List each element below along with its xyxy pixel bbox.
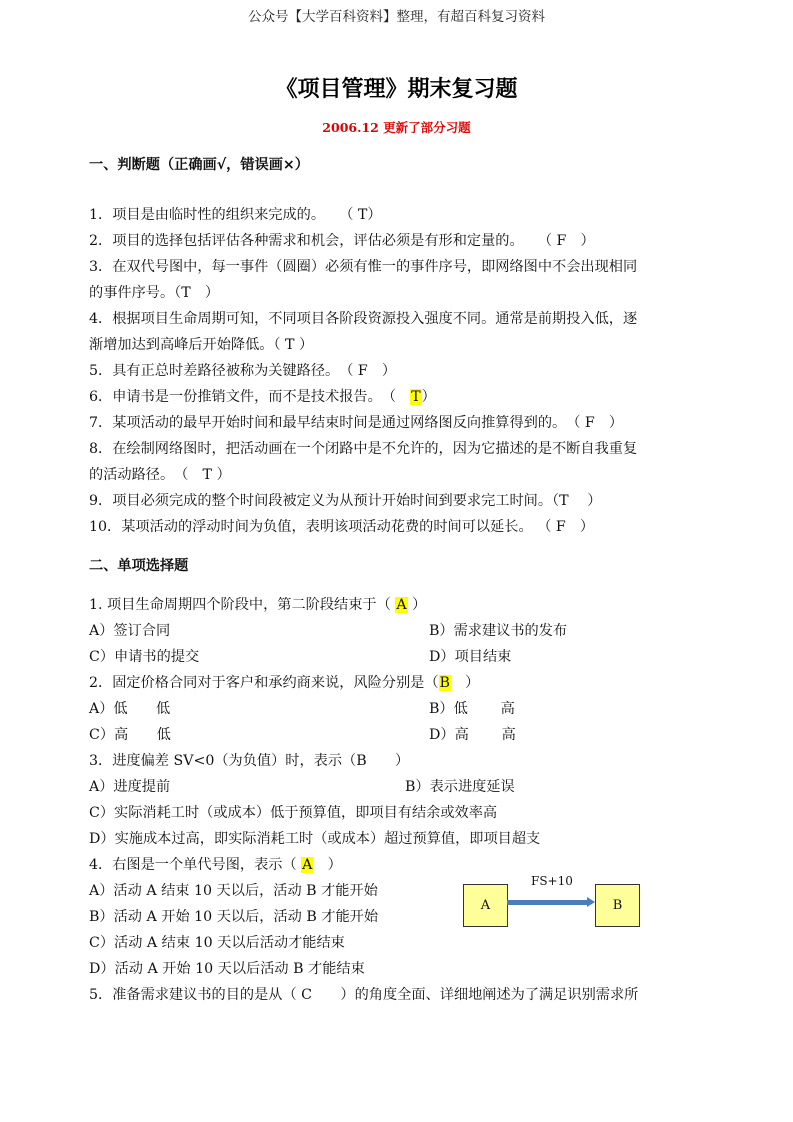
tf-question-5: 5．具有正总时差路径被称为关键路径。 （ F ） — [89, 363, 397, 379]
mc-question-1-stem: 1. 项目生命周期四个阶段中，第二阶段结束于（ — [89, 597, 396, 613]
option-b: B）活动 A 开始 10 天以后，活动 B 才能开始 — [89, 909, 379, 925]
document-title: 《项目管理》期末复习题 — [275, 77, 518, 102]
section-heading-single-choice: 二、单项选择题 — [89, 558, 189, 574]
node-a: A — [463, 884, 508, 927]
highlighted-answer: A — [396, 597, 407, 613]
option-c: C）活动 A 结束 10 天以后活动才能结束 — [89, 935, 345, 951]
option-d: D）活动 A 开始 10 天以后活动 B 才能结束 — [89, 961, 365, 977]
mc-question-1-close: ） — [407, 597, 427, 613]
section-heading-true-false: 一、判断题（正确画√，错误画×） — [89, 157, 309, 173]
document-subtitle: 2006.12 更新了部分习题 — [322, 120, 471, 135]
option-c: C）申请书的提交 — [89, 649, 200, 665]
tf-question-6-close: ） — [421, 389, 436, 405]
option-d: D）实施成本过高，即实际消耗工时（或成本）超过预算值，即项目超支 — [89, 831, 541, 847]
tf-question-8: 8．在绘制网络图时，把活动画在一个闭路中是不允许的，因为它描述的是不断自我重复 — [89, 441, 638, 457]
mc-question-2-stem: 2．固定价格合同对于客户和承约商来说，风险分别是（ — [89, 675, 439, 691]
tf-question-4: 4．根据项目生命周期可知，不同项目各阶段资源投入强度不同。通常是前期投入低，逐 — [89, 311, 638, 327]
tf-question-6 — [89, 384, 719, 410]
mc-question-4-close: ） — [313, 857, 342, 873]
option-c: C）实际消耗工时（或成本）低于预算值，即项目有结余或效率高 — [89, 805, 498, 821]
arrow-shaft-icon — [507, 900, 589, 905]
arrow-head-icon — [587, 897, 595, 907]
tf-question-2: 2．项目的选择包括评估各种需求和机会，评估必须是有形和定量的。 （ F ） — [89, 233, 595, 249]
arrow-label: FS+10 — [531, 874, 573, 888]
mc-question-1-options-row-2 — [89, 644, 719, 670]
option-b: B）表示进度延误 — [405, 779, 515, 795]
tf-question-6-text: 6．申请书是一份推销文件，而不是技术报告。 （ — [89, 389, 411, 405]
mc-question-4 — [89, 852, 719, 878]
option-a: A）进度提前 — [89, 779, 171, 795]
highlighted-answer: B — [439, 675, 450, 691]
option-d: D）项目结束 — [429, 649, 512, 665]
mc-question-2-options-row-2 — [89, 722, 719, 748]
tf-question-3: 3．在双代号图中，每一事件（圆圈）必须有惟一的事件序号，即网络图中不会出现相同 — [89, 259, 638, 275]
page-header: 公众号【大学百科资料】整理，有超百科复习资料 — [248, 9, 545, 25]
mc-question-5: 5．准备需求建议书的目的是从（ C ）的角度全面、详细地阐述为了满足识别需求所 — [89, 987, 639, 1003]
option-b: B）需求建议书的发布 — [429, 623, 568, 639]
highlighted-answer: T — [411, 389, 421, 405]
option-b: B）低 高 — [429, 701, 515, 717]
tf-question-9: 9．项目必须完成的整个时间段被定义为从预计开始时间到要求完工时间。（T ） — [89, 493, 602, 509]
tf-question-3-cont: 的事件序号。（T ） — [89, 285, 220, 301]
option-a: A）签订合同 — [89, 623, 171, 639]
mc-question-1 — [89, 592, 719, 618]
mc-question-1-options-row-1 — [89, 618, 719, 644]
tf-question-7: 7．某项活动的最早开始时间和最早结束时间是通过网络图反向推算得到的。 （ F ） — [89, 415, 624, 431]
highlighted-answer: A — [302, 857, 313, 873]
mc-question-2-options-row-1 — [89, 696, 719, 722]
tf-question-10: 10．某项活动的浮动时间为负值，表明该项活动花费的时间可以延长。 （ F ） — [89, 519, 595, 535]
option-a: A）低 低 — [89, 701, 171, 717]
tf-question-1: 1．项目是由临时性的组织来完成的。 （ T） — [89, 207, 382, 223]
precedence-diagram — [463, 874, 643, 926]
document-body — [89, 152, 719, 1008]
mc-question-3-options-row-1 — [89, 774, 719, 800]
node-b: B — [595, 884, 640, 927]
option-c: C）高 低 — [89, 727, 171, 743]
mc-question-2 — [89, 670, 719, 696]
mc-question-3: 3．进度偏差 SV<0（为负值）时，表示（B ） — [89, 753, 410, 769]
tf-question-4-cont: 渐增加达到高峰后开始降低。（ T ） — [89, 337, 314, 353]
mc-question-4-stem: 4．右图是一个单代号图，表示（ — [89, 857, 302, 873]
option-a: A）活动 A 结束 10 天以后，活动 B 才能开始 — [89, 883, 378, 899]
option-d: D）高 高 — [429, 727, 516, 743]
mc-question-4-block — [89, 852, 719, 982]
tf-question-8-cont: 的活动路径。 （ T ） — [89, 467, 231, 483]
mc-question-2-close: ） — [450, 675, 480, 691]
